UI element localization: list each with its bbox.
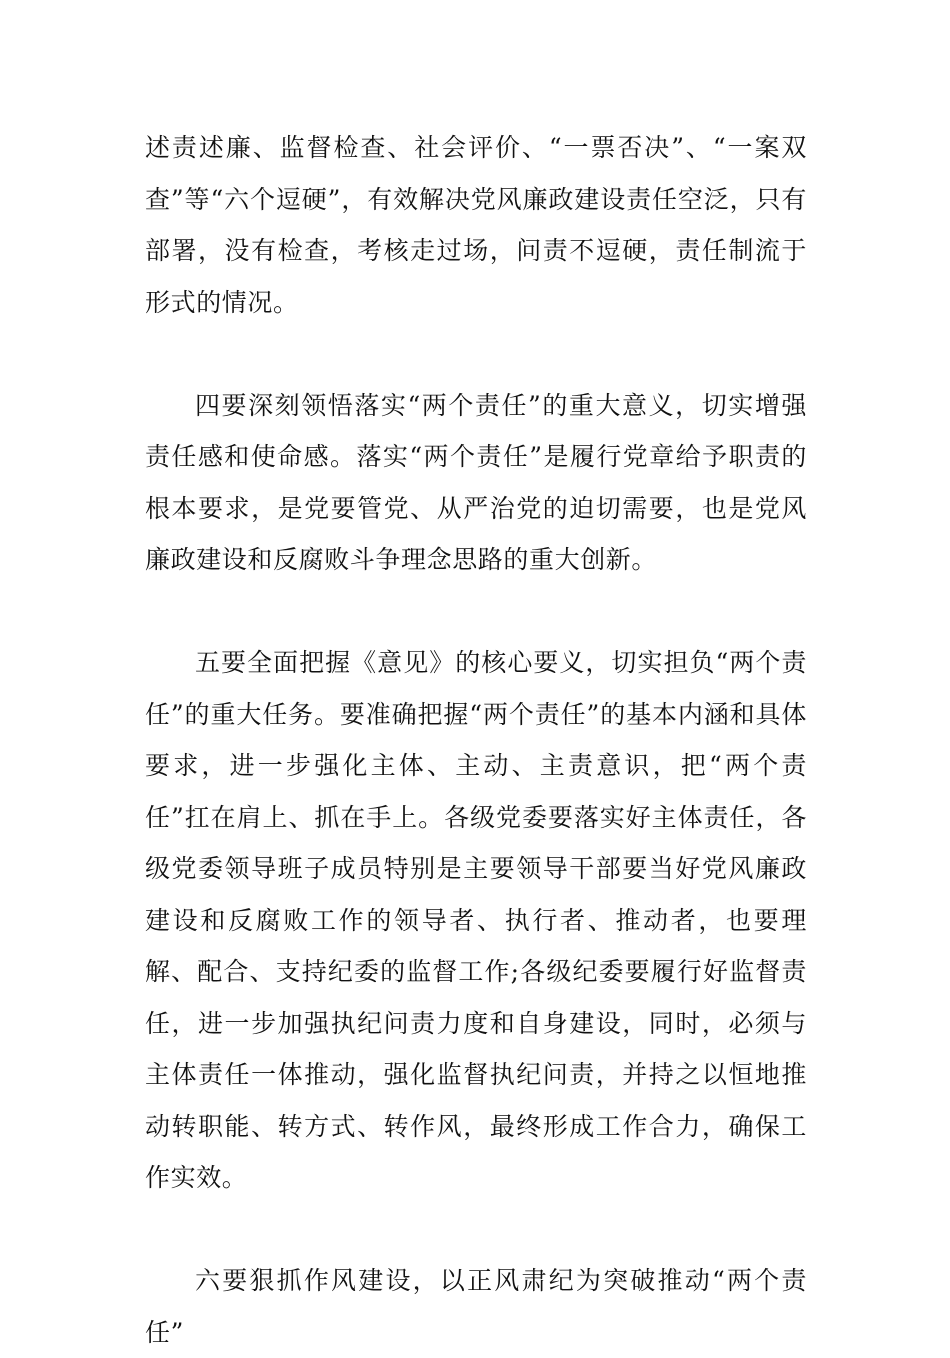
paragraph-continued: 述责述廉、监督检查、社会评价、“一票否决”、“一案双查”等“六个逗硬”，有效解决党风廉政建设责任空泛，只有部署，没有检查，考核走过场，问责不逗硬，责任制流于形式的情况。 — [145, 133, 807, 317]
document-body — [145, 122, 807, 1358]
paragraph-six: 六要狠抓作风建设，以正风肃纪为突破推动“两个责任” — [145, 1266, 807, 1347]
paragraph-five: 五要全面把握《意见》的核心要义，切实担负“两个责任”的重大任务。要准确把握“两个责任”的基本内涵和具体要求，进一步强化主体、主动、主责意识，把“两个责任”扛在肩上、抓在手上。各级党委要落实好主体责任，各级党委领导班子成员特别是主要领导干部要当好党风廉政建设和反腐败工作的领导者、执行者、推动者，也要理解、配合、支持纪委的监督工作;各级纪委要履行好监督责任，进一步加强执纪问责力度和自身建设，同时，必须与主体责任一体推动，强化监督执纪问责，并持之以恒地推动转职能、转方式、转作风，最终形成工作合力，确保工作实效。 — [145, 648, 807, 1192]
paragraph-four: 四要深刻领悟落实“两个责任”的重大意义，切实增强责任感和使命感。落实“两个责任”是履行党章给予职责的根本要求，是党要管党、从严治党的迫切需要，也是党风廉政建设和反腐败斗争理念思路的重大创新。 — [145, 390, 807, 574]
